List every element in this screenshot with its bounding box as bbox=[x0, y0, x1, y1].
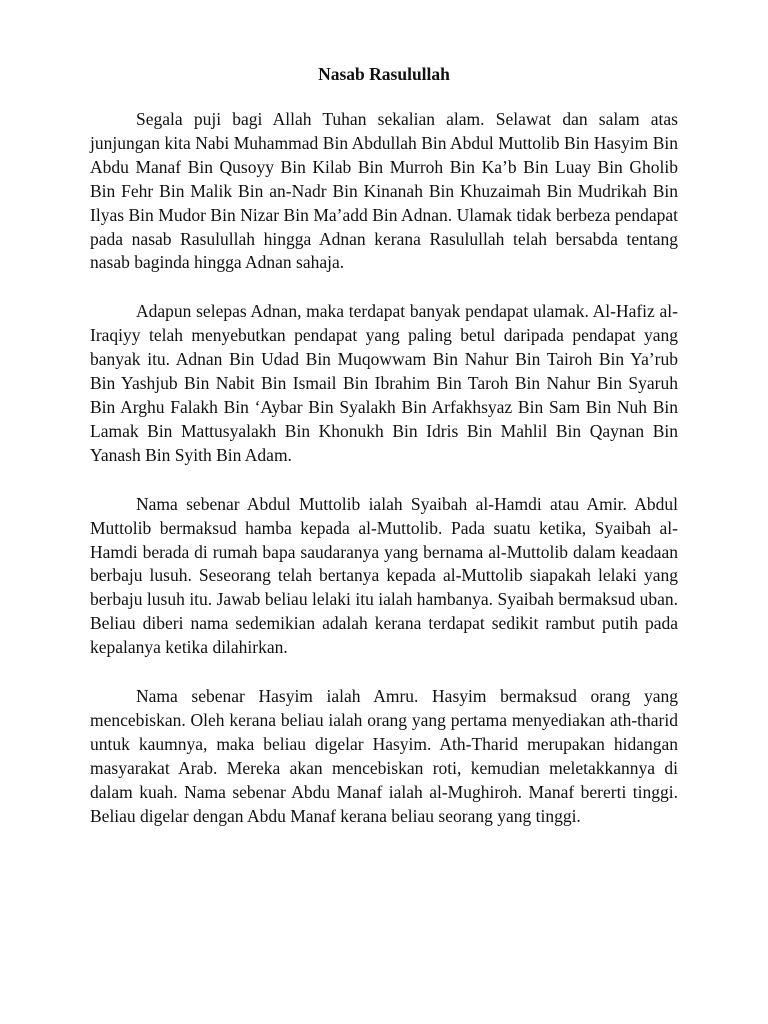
document-title: Nasab Rasulullah bbox=[318, 64, 450, 84]
paragraph-abdul-muttolib: Nama sebenar Abdul Muttolib ialah Syaibah al-Hamdi atau Amir. Abdul Muttolib bermaksud hamba kepada al-Muttolib. Pada suatu ketika, Syaibah al-Hamdi berada di rumah bapa saudaranya yang bernama al-Muttolib dalam keadaan berbaju lusuh. Seseorang telah bertanya kepada al-Muttolib siapakah lelaki yang berbaju lusuh itu. Jawab beliau lelaki itu ialah hambanya. Syaibah bermaksud uban. Beliau diberi nama sedemikian adalah kerana terdapat sedikit rambut putih pada kepalanya ketika dilahirkan. bbox=[90, 493, 678, 658]
document-page bbox=[90, 62, 678, 853]
paragraph-lineage-after-adnan: Adapun selepas Adnan, maka terdapat banyak pendapat ulamak. Al-Hafiz al-Iraqiyy telah menyebutkan pendapat yang paling betul daripada pendapat yang banyak itu. Adnan Bin Udad Bin Muqowwam Bin Nahur Bin Tairoh Bin Ya’rub Bin Yashjub Bin Nabit Bin Ismail Bin Ibrahim Bin Taroh Bin Nahur Bin Syaruh Bin Arghu Falakh Bin ‘Aybar Bin Syalakh Bin Arfakhsyaz Bin Sam Bin Nuh Bin Lamak Bin Mattusyalakh Bin Khonukh Bin Idris Bin Mahlil Bin Qaynan Bin Yanash Bin Syith Bin Adam. bbox=[90, 301, 678, 465]
paragraph-intro: Segala puji bagi Allah Tuhan sekalian alam. Selawat dan salam atas junjungan kita Nabi Muhammad Bin Abdullah Bin Abdul Muttolib Bin Hasyim Bin Abdu Manaf Bin Qusoyy Bin Kilab Bin Murroh Bin Ka’b Bin Luay Bin Gholib Bin Fehr Bin Malik Bin an-Nadr Bin Kinanah Bin Khuzaimah Bin Mudrikah Bin Ilyas Bin Mudor Bin Nizar Bin Ma’add Bin Adnan. Ulamak tidak berbeza pendapat pada nasab Rasulullah hingga Adnan kerana Rasulullah telah bersabda tentang nasab baginda hingga Adnan sahaja. bbox=[90, 109, 678, 273]
paragraph-hasyim: Nama sebenar Hasyim ialah Amru. Hasyim bermaksud orang yang mencebiskan. Oleh kerana beliau ialah orang yang pertama menyediakan ath-tharid untuk kaumnya, maka beliau digelar Hasyim. Ath-Tharid merupakan hidangan masyarakat Arab. Mereka akan mencebiskan roti, kemudian meletakkannya di dalam kuah. Nama sebenar Abdu Manaf ialah al-Mughiroh. Manaf bererti tinggi. Beliau digelar dengan Abdu Manaf kerana beliau seorang yang tinggi. bbox=[90, 686, 678, 826]
